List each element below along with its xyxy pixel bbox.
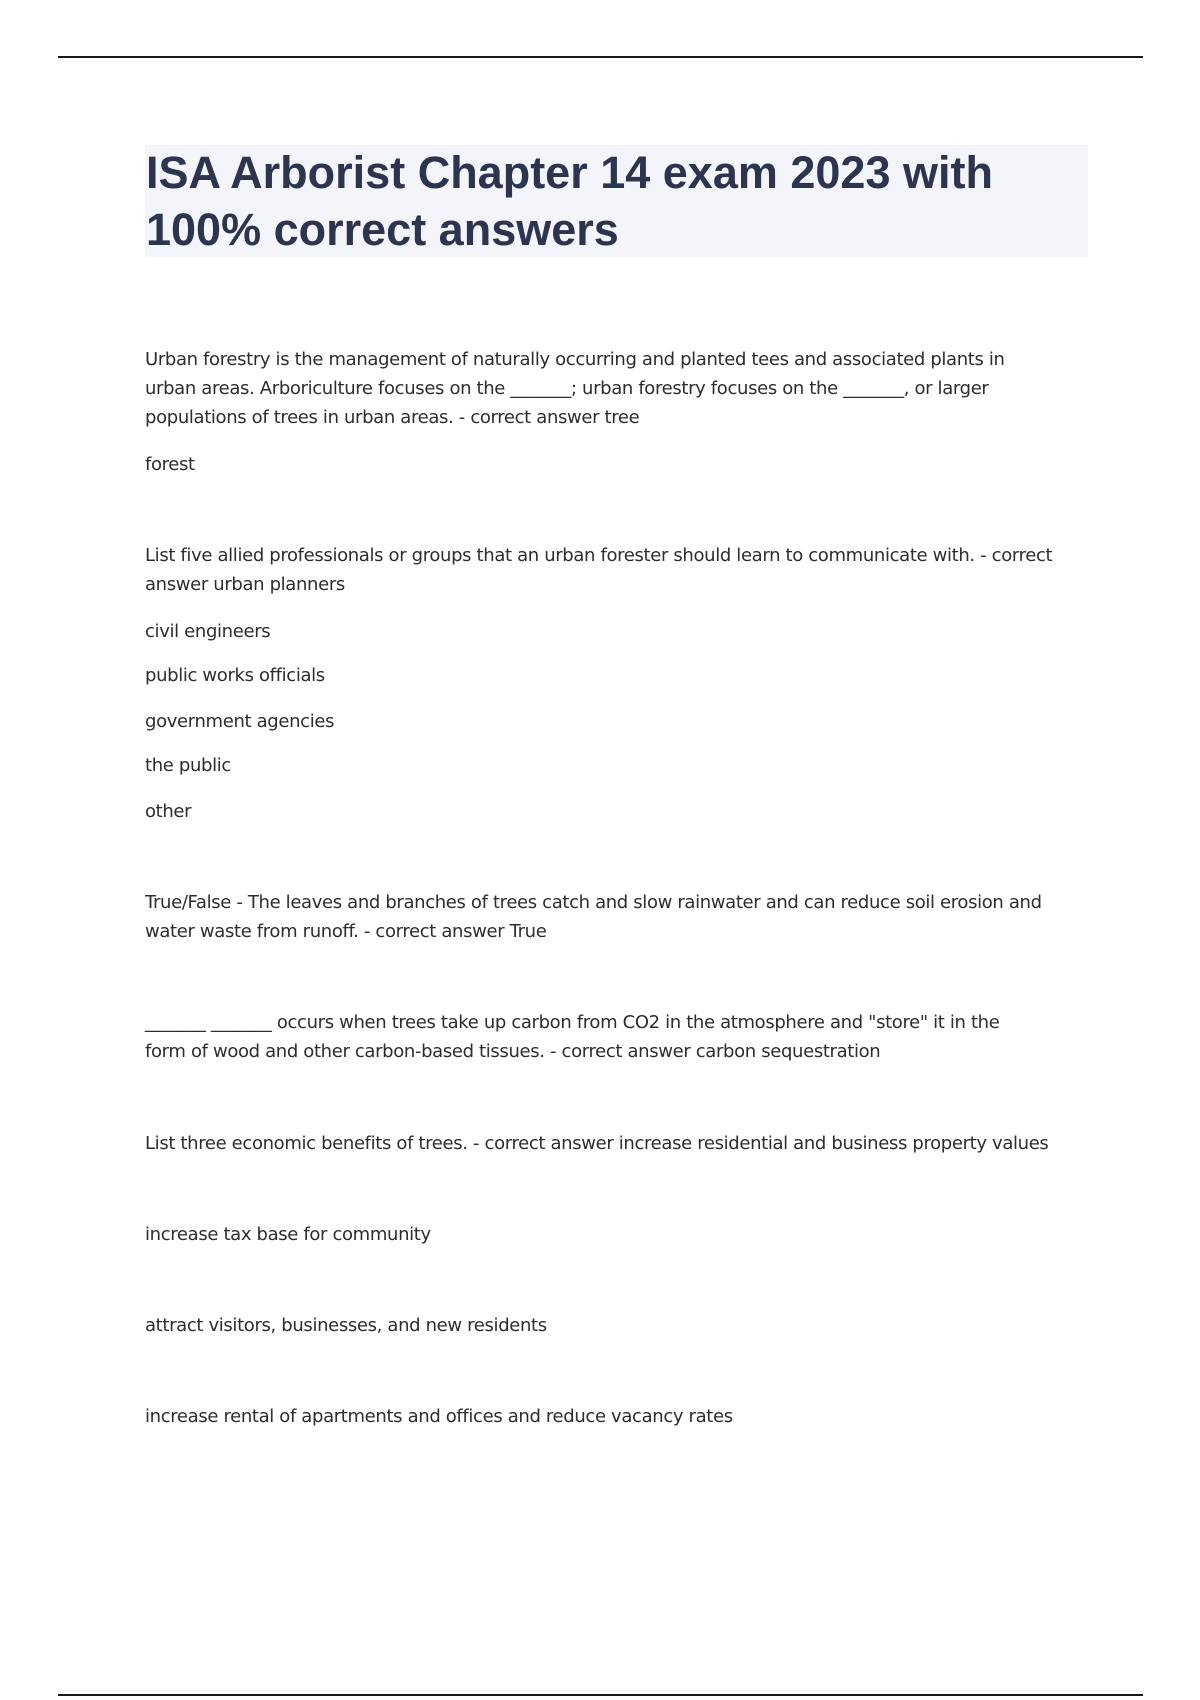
q3-line-1: True/False - The leaves and branches of trees catch and slow rainwater and can reduce soil erosion and [145, 892, 1042, 913]
q1-line-2: urban areas. Arboriculture focuses on the _______; urban forestry focuses on the _______, or larger [145, 378, 989, 399]
q1-line-3: populations of trees in urban areas. - correct answer tree [145, 407, 640, 428]
q2-answer-civil-engineers: civil engineers [145, 621, 271, 642]
q2-line-1: List five allied professionals or groups that an urban forester should learn to communicate with. - correct [145, 545, 1053, 566]
top-divider [58, 56, 1143, 58]
q4-line-1: _______ _______ occurs when trees take up carbon from CO2 in the atmosphere and "store" it in the [145, 1012, 1000, 1033]
q2-line-2: answer urban planners [145, 574, 345, 595]
q3-line-2: water waste from runoff. - correct answer True [145, 921, 547, 942]
q4-line-2: form of wood and other carbon-based tissues. - correct answer carbon sequestration [145, 1041, 881, 1062]
q2-answer-public-works: public works officials [145, 665, 325, 686]
bottom-divider [58, 1694, 1143, 1696]
q1-answer-forest: forest [145, 454, 195, 475]
q2-answer-public: the public [145, 755, 231, 776]
q2-answer-other: other [145, 801, 192, 822]
q5-answer-attract-visitors: attract visitors, businesses, and new residents [145, 1315, 547, 1336]
q2-answer-government: government agencies [145, 711, 335, 732]
q5-answer-tax-base: increase tax base for community [145, 1224, 431, 1245]
q5-line-1: List three economic benefits of trees. - correct answer increase residential and business property values [145, 1133, 1049, 1154]
document-title: ISA Arborist Chapter 14 exam 2023 with 100% correct answers [146, 147, 993, 255]
q1-line-1: Urban forestry is the management of naturally occurring and planted tees and associated plants in [145, 349, 1005, 370]
q5-answer-rental: increase rental of apartments and offices and reduce vacancy rates [145, 1406, 733, 1427]
